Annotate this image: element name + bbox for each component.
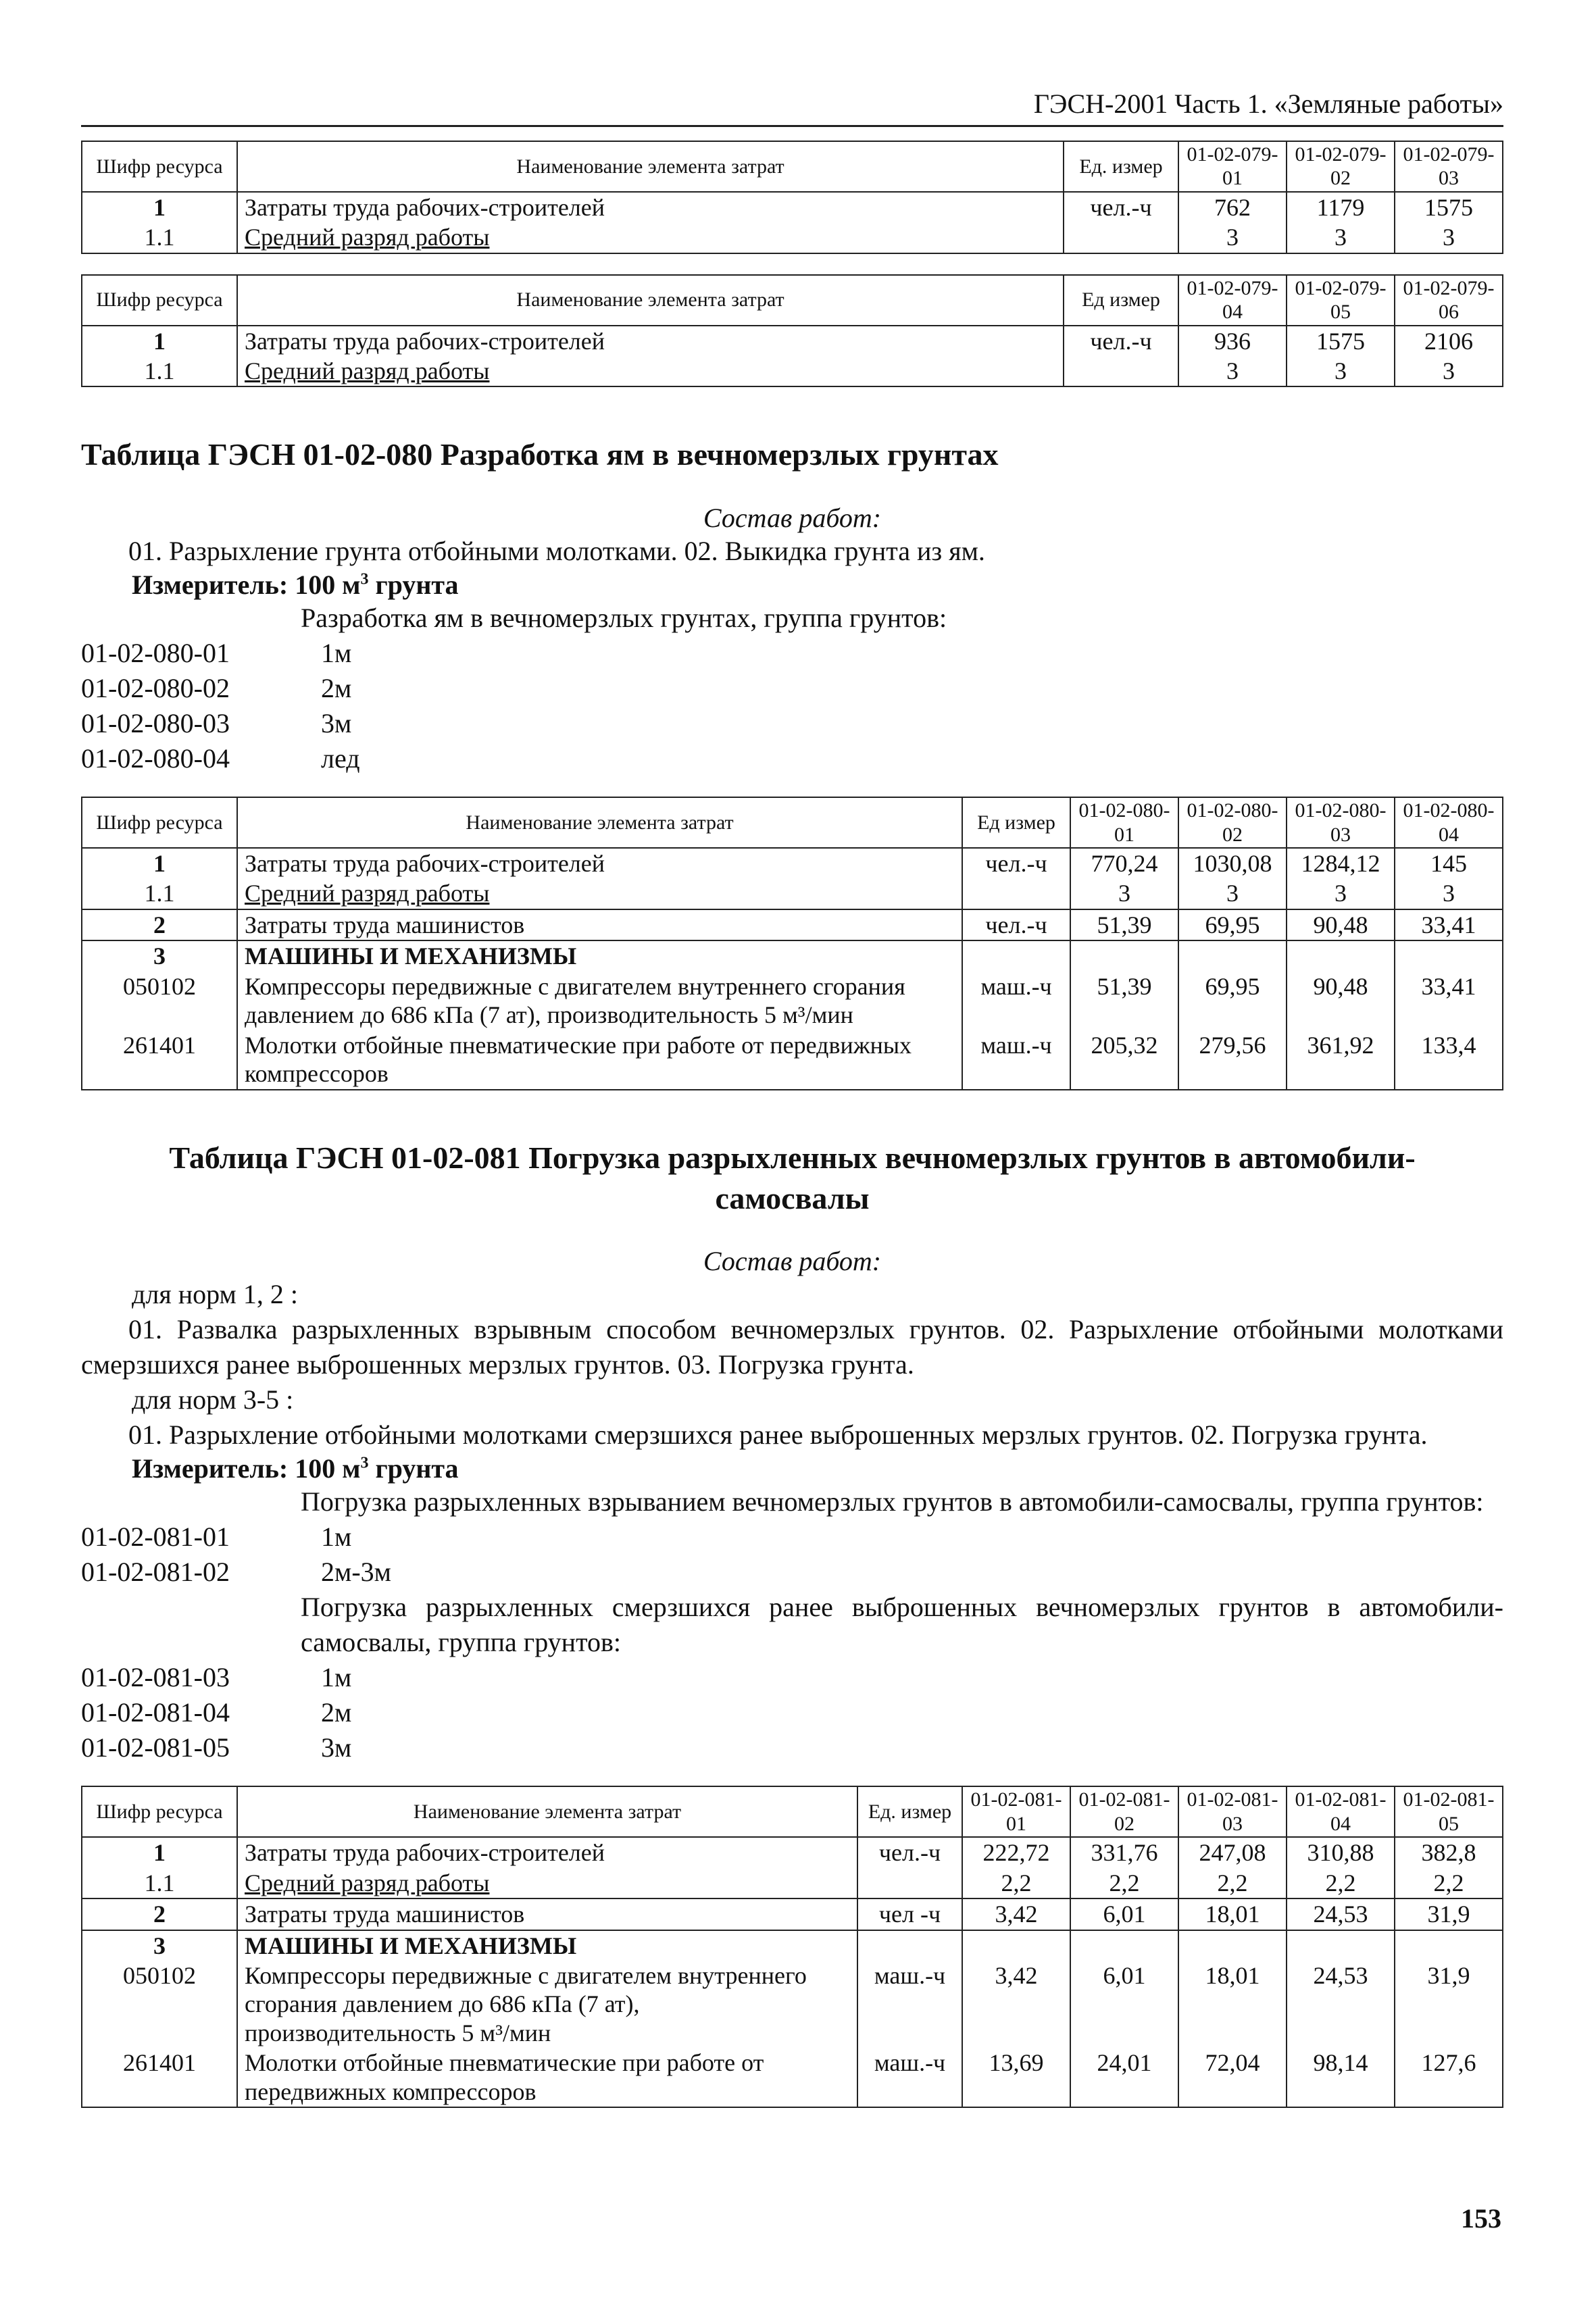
page-number: 153 (1461, 2203, 1501, 2234)
cell-unit (962, 940, 1070, 971)
norm-group: 1м (321, 638, 352, 669)
section-title-081-line1: Таблица ГЭСН 01-02-081 Погрузка разрыхленных вечномерзлых грунтов в автомобили- (169, 1140, 1416, 1175)
header-norm: 01-02-079-03 (1395, 141, 1503, 192)
cell-unit: маш.-ч (962, 972, 1070, 1030)
table-row (82, 192, 1503, 222)
header-norm: 01-02-081-02 (1070, 1786, 1178, 1837)
cell-name: Средний разряд работы (237, 356, 1064, 386)
norm-group: лед (321, 743, 360, 774)
cell-value: 936 (1178, 326, 1287, 356)
cell-code: 1 (82, 848, 237, 878)
norm-item (81, 1730, 1503, 1765)
table-row (82, 1868, 1503, 1898)
cell-name: МАШИНЫ И МЕХАНИЗМЫ (237, 1930, 857, 1961)
cell-name: Затраты труда рабочих-строителей (237, 326, 1064, 356)
norm-code: 01-02-080-02 (81, 673, 230, 704)
cell-value: 1179 (1287, 192, 1395, 222)
header-name: Наименование элемента затрат (237, 1786, 857, 1837)
cell-value (1070, 940, 1178, 971)
cell-value: 2,2 (1178, 1868, 1287, 1898)
cell-value: 24,53 (1287, 1961, 1395, 2048)
cell-unit (857, 1930, 962, 1961)
table-row (82, 1030, 1503, 1090)
header-code: Шифр ресурса (82, 141, 237, 192)
norm-code: 01-02-081-02 (81, 1557, 230, 1588)
cell-value: 3 (1287, 222, 1395, 253)
cell-name: Средний разряд работы (237, 222, 1064, 253)
norm-description: Разработка ям в вечномерзлых грунтах, группа грунтов: (301, 603, 947, 634)
cell-value: 33,41 (1395, 972, 1503, 1030)
cell-value: 1030,08 (1178, 848, 1287, 878)
norm-group: 2м (321, 1697, 352, 1728)
cell-value: 205,32 (1070, 1030, 1178, 1090)
cell-code: 1.1 (82, 222, 237, 253)
resource-table-079-b (81, 274, 1503, 388)
header-unit: Ед. измер (1064, 141, 1178, 192)
cell-unit: чел.-ч (1064, 192, 1178, 222)
cell-value: 127,6 (1395, 2048, 1503, 2107)
cell-value: 279,56 (1178, 1030, 1287, 1090)
table-row (82, 222, 1503, 253)
work-composition-heading: Состав работ: (703, 1246, 882, 1277)
header-norm: 01-02-079-01 (1178, 141, 1287, 192)
norm-item (81, 671, 1503, 706)
measure-label: Измеритель: (132, 570, 289, 601)
cell-value: 72,04 (1178, 2048, 1287, 2107)
cell-value: 31,9 (1395, 1961, 1503, 2048)
cell-value: 13,69 (962, 2048, 1070, 2107)
cell-value: 361,92 (1287, 1030, 1395, 1090)
cell-value: 3 (1395, 356, 1503, 386)
cell-value: 90,48 (1287, 909, 1395, 940)
resource-table-080 (81, 797, 1503, 1090)
cell-code: 3 (82, 1930, 237, 1961)
norm-item (81, 1519, 1503, 1555)
norms-1-2-label: для норм 1, 2 : (132, 1279, 298, 1310)
norm-description-1: Погрузка разрыхленных взрыванием вечномерзлых грунтов в автомобили-самосвалы, группа грунтов: (301, 1486, 1484, 1517)
cell-code: 050102 (82, 1961, 237, 2048)
norm-group: 1м (321, 1521, 352, 1553)
measure-sup: 3 (360, 1455, 369, 1473)
table-row (82, 909, 1503, 940)
cell-name: Молотки отбойные пневматические при работе от передвижных компрессоров (237, 1030, 962, 1090)
header-name: Наименование элемента затрат (237, 275, 1064, 326)
cell-value: 3 (1178, 356, 1287, 386)
cell-value (962, 1930, 1070, 1961)
cell-value: 3 (1287, 878, 1395, 909)
norm-code: 01-02-080-01 (81, 638, 230, 669)
cell-value: 310,88 (1287, 1837, 1395, 1867)
cell-code: 1.1 (82, 356, 237, 386)
header-norm: 01-02-079-06 (1395, 275, 1503, 326)
cell-value: 2,2 (1395, 1868, 1503, 1898)
cell-value: 247,08 (1178, 1837, 1287, 1867)
header-name: Наименование элемента затрат (237, 141, 1064, 192)
header-norm: 01-02-081-03 (1178, 1786, 1287, 1837)
table-row (82, 972, 1503, 1030)
header-norm: 01-02-080-03 (1287, 797, 1395, 848)
header-norm: 01-02-081-04 (1287, 1786, 1395, 1837)
cell-value: 6,01 (1070, 1898, 1178, 1930)
header-norm: 01-02-080-01 (1070, 797, 1178, 848)
cell-value: 33,41 (1395, 909, 1503, 940)
measure-label: Измеритель: (132, 1453, 289, 1484)
cell-value: 3 (1178, 222, 1287, 253)
norm-code: 01-02-081-03 (81, 1662, 230, 1693)
measure-sup: 3 (360, 570, 369, 588)
section-title-081 (81, 1138, 1503, 1219)
cell-value (1287, 1930, 1395, 1961)
cell-value: 51,39 (1070, 972, 1178, 1030)
header-norm: 01-02-081-05 (1395, 1786, 1503, 1837)
cell-value: 18,01 (1178, 1961, 1287, 2048)
measure-value: 100 м (295, 1453, 361, 1484)
cell-value: 2,2 (1070, 1868, 1178, 1898)
header-norm: 01-02-080-04 (1395, 797, 1503, 848)
cell-value: 31,9 (1395, 1898, 1503, 1930)
header-norm: 01-02-079-02 (1287, 141, 1395, 192)
work-composition-text: 01. Разрыхление грунта отбойными молотками. 02. Выкидка грунта из ям. (128, 536, 985, 567)
cell-value: 6,01 (1070, 1961, 1178, 2048)
cell-code: 1.1 (82, 1868, 237, 1898)
norm-item (81, 706, 1503, 741)
cell-code: 261401 (82, 1030, 237, 1090)
cell-value: 90,48 (1287, 972, 1395, 1030)
section-title-080: Таблица ГЭСН 01-02-080 Разработка ям в вечномерзлых грунтах (81, 437, 999, 472)
cell-value: 24,53 (1287, 1898, 1395, 1930)
norm-item (81, 1695, 1503, 1730)
cell-value (1395, 940, 1503, 971)
header-unit: Ед измер (1064, 275, 1178, 326)
cell-code: 050102 (82, 972, 237, 1030)
cell-unit (1064, 222, 1178, 253)
cell-name: Затраты труда машинистов (237, 1898, 857, 1930)
resource-table-081 (81, 1786, 1503, 2108)
cell-value: 3 (1395, 222, 1503, 253)
cell-value: 770,24 (1070, 848, 1178, 878)
cell-value (1178, 1930, 1287, 1961)
table-row (82, 1930, 1503, 1961)
document-page (81, 88, 1503, 2108)
norm-group: 2м (321, 673, 352, 704)
cell-value: 3,42 (962, 1898, 1070, 1930)
cell-value: 3 (1287, 356, 1395, 386)
cell-name: Затраты труда машинистов (237, 909, 962, 940)
table-row (82, 848, 1503, 878)
cell-value: 24,01 (1070, 2048, 1178, 2107)
table-row (82, 940, 1503, 971)
cell-value (1070, 1930, 1178, 1961)
cell-value: 1575 (1395, 192, 1503, 222)
table-row (82, 2048, 1503, 2107)
norm-item (81, 1555, 1503, 1590)
cell-name: Компрессоры передвижные с двигателем внутреннего сгорания давлением до 686 кПа (7 ат), производительность 5 м³/мин (237, 1961, 857, 2048)
resource-table-079-a (81, 141, 1503, 254)
cell-name: Молотки отбойные пневматические при работе от передвижных компрессоров (237, 2048, 857, 2107)
cell-unit: чел.-ч (962, 848, 1070, 878)
table-row (82, 1898, 1503, 1930)
cell-code: 2 (82, 909, 237, 940)
cell-value: 1575 (1287, 326, 1395, 356)
work-composition-text-1-2: 01. Развалка разрыхленных взрывным способом вечномерзлых грунтов. 02. Разрыхление отбойными молотками смерзшихся ранее выброшенных мерзлых грунтов. 03. Погрузка грунта. (81, 1314, 1503, 1380)
measure-unit (132, 569, 1503, 601)
norm-item (81, 1660, 1503, 1695)
cell-value: 145 (1395, 848, 1503, 878)
norm-group: 3м (321, 708, 352, 739)
cell-value: 3 (1070, 878, 1178, 909)
cell-code: 1 (82, 192, 237, 222)
cell-value: 69,95 (1178, 909, 1287, 940)
norms-3-5-label: для норм 3-5 : (132, 1384, 294, 1415)
header-code: Шифр ресурса (82, 275, 237, 326)
cell-name: Затраты труда рабочих-строителей (237, 1837, 857, 1867)
cell-unit: чел -ч (857, 1898, 962, 1930)
header-unit: Ед. измер (857, 1786, 962, 1837)
table-row (82, 1961, 1503, 2048)
norm-item (81, 636, 1503, 671)
table-row (82, 878, 1503, 909)
cell-name: Средний разряд работы (237, 878, 962, 909)
cell-value (1395, 1930, 1503, 1961)
measure-value: 100 м (295, 570, 361, 601)
cell-value: 69,95 (1178, 972, 1287, 1030)
cell-value (1287, 940, 1395, 971)
cell-value: 3 (1178, 878, 1287, 909)
cell-value (1178, 940, 1287, 971)
cell-unit: маш.-ч (857, 2048, 962, 2107)
header-norm: 01-02-081-01 (962, 1786, 1070, 1837)
norm-description-2: Погрузка разрыхленных смерзшихся ранее выброшенных вечномерзлых грунтов в автомобили-самосвалы, группа грунтов: (301, 1592, 1503, 1658)
norm-item (81, 741, 1503, 776)
header-norm: 01-02-079-05 (1287, 275, 1395, 326)
cell-code: 1 (82, 1837, 237, 1867)
section-title-081-line2: самосвалы (715, 1180, 870, 1215)
cell-unit: чел.-ч (857, 1837, 962, 1867)
header-norm: 01-02-080-02 (1178, 797, 1287, 848)
measure-tail: грунта (368, 1453, 459, 1484)
cell-value: 2,2 (962, 1868, 1070, 1898)
cell-name: Компрессоры передвижные с двигателем внутреннего сгорания давлением до 686 кПа (7 ат), производительность 5 м³/мин (237, 972, 962, 1030)
norm-code: 01-02-080-03 (81, 708, 230, 739)
norm-code: 01-02-080-04 (81, 743, 230, 774)
table-row (82, 356, 1503, 386)
header-code: Шифр ресурса (82, 1786, 237, 1837)
cell-value: 2106 (1395, 326, 1503, 356)
cell-unit (1064, 356, 1178, 386)
running-head: ГЭСН-2001 Часть 1. «Земляные работы» (81, 88, 1503, 127)
table-row (82, 1837, 1503, 1867)
header-norm: 01-02-079-04 (1178, 275, 1287, 326)
cell-unit: чел.-ч (962, 909, 1070, 940)
cell-value: 382,8 (1395, 1837, 1503, 1867)
header-code: Шифр ресурса (82, 797, 237, 848)
cell-code: 1 (82, 326, 237, 356)
cell-value: 222,72 (962, 1837, 1070, 1867)
cell-unit: чел.-ч (1064, 326, 1178, 356)
cell-name: МАШИНЫ И МЕХАНИЗМЫ (237, 940, 962, 971)
cell-code: 261401 (82, 2048, 237, 2107)
header-unit: Ед измер (962, 797, 1070, 848)
cell-code: 1.1 (82, 878, 237, 909)
norm-group: 3м (321, 1732, 352, 1763)
cell-code: 2 (82, 1898, 237, 1930)
cell-unit: маш.-ч (962, 1030, 1070, 1090)
header-name: Наименование элемента затрат (237, 797, 962, 848)
cell-name: Затраты труда рабочих-строителей (237, 848, 962, 878)
cell-value: 2,2 (1287, 1868, 1395, 1898)
norm-code: 01-02-081-04 (81, 1697, 230, 1728)
norm-group: 2м-3м (321, 1557, 391, 1588)
norm-code: 01-02-081-01 (81, 1521, 230, 1553)
measure-unit (132, 1453, 1503, 1484)
cell-code: 3 (82, 940, 237, 971)
cell-name: Затраты труда рабочих-строителей (237, 192, 1064, 222)
norm-code: 01-02-081-05 (81, 1732, 230, 1763)
table-row (82, 326, 1503, 356)
work-composition-text-3-5: 01. Разрыхление отбойными молотками смерзшихся ранее выброшенных мерзлых грунтов. 02. Погрузка грунта. (128, 1419, 1428, 1451)
cell-value: 331,76 (1070, 1837, 1178, 1867)
cell-value: 762 (1178, 192, 1287, 222)
cell-unit: маш.-ч (857, 1961, 962, 2048)
cell-name: Средний разряд работы (237, 1868, 857, 1898)
cell-value: 3,42 (962, 1961, 1070, 2048)
cell-value: 133,4 (1395, 1030, 1503, 1090)
cell-value: 1284,12 (1287, 848, 1395, 878)
work-composition-heading: Состав работ: (703, 503, 882, 534)
cell-unit (962, 878, 1070, 909)
cell-unit (857, 1868, 962, 1898)
measure-tail: грунта (368, 570, 459, 601)
cell-value: 3 (1395, 878, 1503, 909)
cell-value: 18,01 (1178, 1898, 1287, 1930)
norm-group: 1м (321, 1662, 352, 1693)
cell-value: 51,39 (1070, 909, 1178, 940)
cell-value: 98,14 (1287, 2048, 1395, 2107)
